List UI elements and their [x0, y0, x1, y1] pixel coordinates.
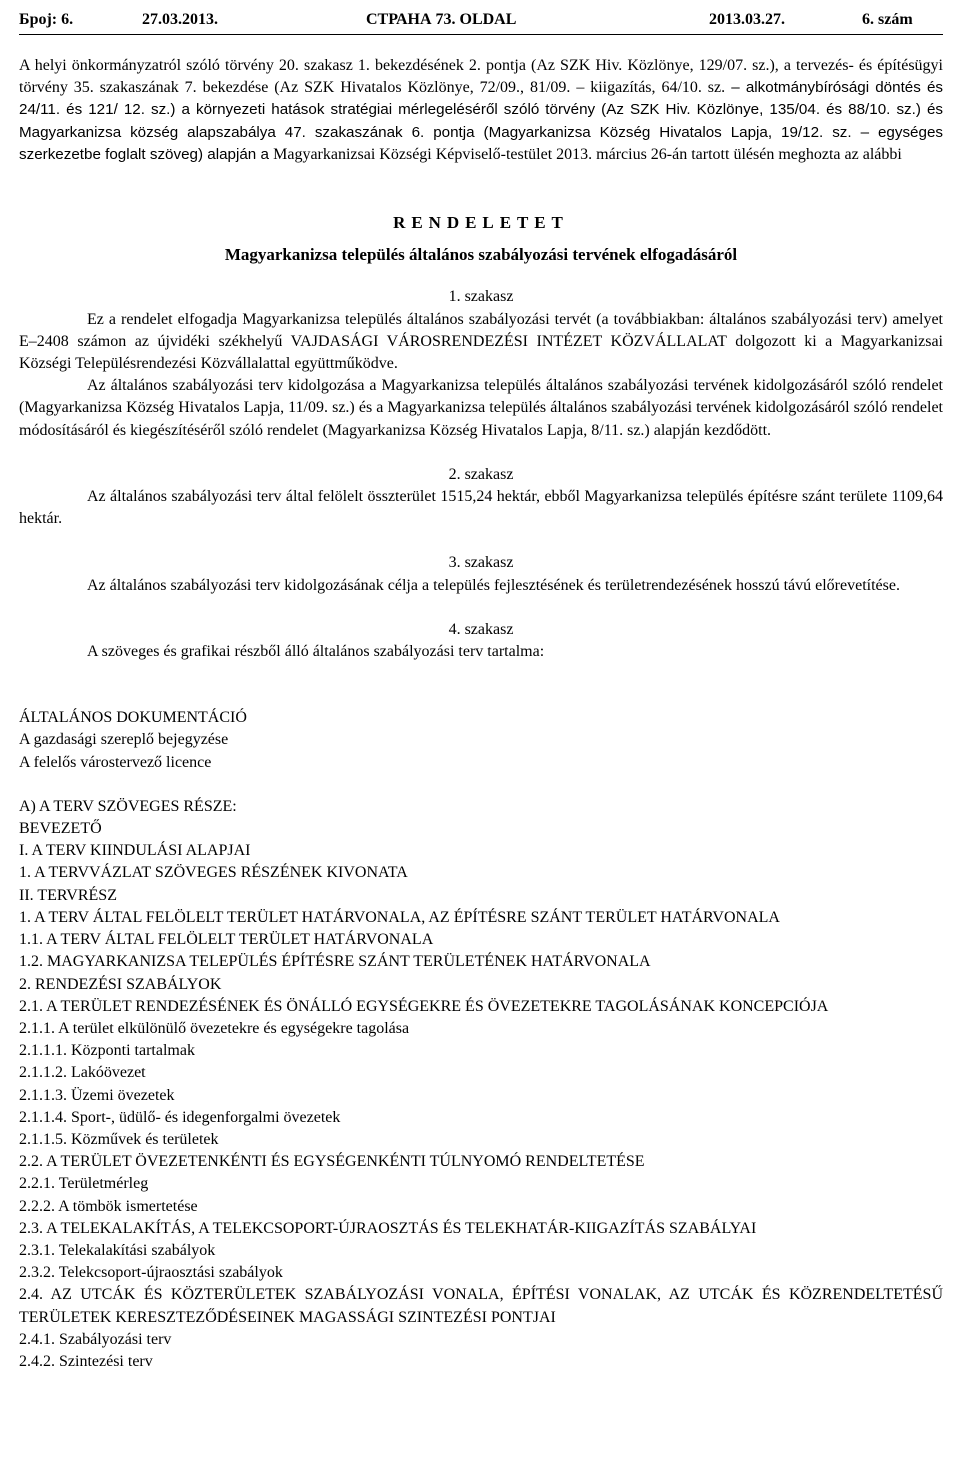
preamble-part-5: Magyarkanizsai Községi Képviselő-testület 2013. március 26-án tartott ülésén meghozta az alábbi — [273, 145, 902, 163]
contents-item: 1.1. A TERV ÁLTAL FELÖLELT TERÜLET HATÁRVONALA — [19, 931, 434, 949]
contents-item: BEVEZETŐ — [19, 820, 102, 838]
section-paragraph: A szöveges és grafikai részből álló általános szabályozási terv tartalma: — [87, 643, 545, 661]
contents-item: 1. A TERV ÁLTAL FELÖLELT TERÜLET HATÁRVONALA, AZ ÉPÍTÉSRE SZÁNT TERÜLET HATÁRVONALA — [19, 908, 780, 926]
contents-item: A gazdasági szereplő bejegyzése — [19, 731, 229, 749]
contents-item: A felelős várostervező licence — [19, 753, 212, 771]
contents-item: 2.1.1.3. Üzemi övezetek — [19, 1086, 175, 1104]
contents-item: I. A TERV KIINDULÁSI ALAPJAI — [19, 842, 251, 860]
section-paragraph: Az általános szabályozási terv kidolgozásának célja a település fejlesztésének és területrendezésének hosszú távú előrevetítése. — [87, 576, 900, 594]
page-header — [19, 10, 943, 30]
contents-general — [19, 707, 943, 774]
section-paragraph: Az általános szabályozási terv által felölelt összterület 1515,24 hektár, ebből Magyarkanizsa település építésre szánt területe 1109,64 hektár. — [19, 488, 943, 528]
section-label: 1. szakasz — [448, 288, 514, 306]
contents-item: 2.3.1. Telekalakítási szabályok — [19, 1241, 216, 1259]
contents-item: 1.2. MAGYARKANIZSA TELEPÜLÉS ÉPÍTÉSRE SZÁNT TERÜLETÉNEK HATÁRVONALA — [19, 953, 651, 971]
contents-item: 2.2.2. A tömbök ismertetése — [19, 1197, 198, 1215]
contents-item: 2.3.2. Telekcsoport-újraosztási szabályok — [19, 1264, 283, 1282]
contents-item: 2.1. A TERÜLET RENDEZÉSÉNEK ÉS ÖNÁLLÓ EGYSÉGEKRE ÉS ÖVEZETEKRE TAGOLÁSÁNAK KONCEPCIÓJA — [19, 997, 829, 1015]
contents-item: 2.1.1.2. Lakóövezet — [19, 1064, 146, 1082]
contents-item: 2.2.1. Területmérleg — [19, 1175, 149, 1193]
contents-item: 2.1.1.1. Központi tartalmak — [19, 1042, 195, 1060]
section-paragraph: Az általános szabályozási terv kidolgozása a Magyarkanizsa település általános szabályozási tervének kidolgozásáról szóló rendelet (Magyarkanizsa Község Hivatalos Lapja, 11/09. sz.) és a Magyarkanizsa település általános szabályozási tervének kidolgozásáról szóló rendelet módosításáról és kiegészítéséről szóló rendelet (Magyarkanizsa Község Hivatalos Lapja, 8/11. sz.) alapján kezdődött. — [19, 377, 943, 439]
decree-subheading: Magyarkanizsa település általános szabályozási tervének elfogadásáról — [224, 245, 738, 265]
section-label: 2. szakasz — [448, 465, 514, 483]
issue-number-hu: 6. szám — [862, 11, 913, 28]
section-label: 4. szakasz — [448, 620, 514, 638]
contents-item: 2.3. A TELEKALAKÍTÁS, A TELEKCSOPORT-ÚJRAOSZTÁS ÉS TELEKHATÁR-KIIGAZÍTÁS SZABÁLYAI — [19, 1219, 757, 1237]
preamble-part-2: – alkotmánybírósági döntés és 24/11. és 121/ 12. sz.) a környezeti hatások stratégiai mérlegeléséről szóló törvény (Az SZK Hiv. Közlönye, 135/04. és 88/10. sz.) — [19, 79, 943, 119]
contents-item: ÁLTALÁNOS DOKUMENTÁCIÓ — [19, 709, 247, 727]
contents-item: 1. A TERVVÁZLAT SZÖVEGES RÉSZÉNEK KIVONATA — [19, 864, 408, 882]
contents-item: 2.1.1. A terület elkülönülő övezetekre és egységekre tagolása — [19, 1019, 410, 1037]
date-serbian: 27.03.2013. — [142, 11, 218, 28]
issue-number: Број: 6. — [19, 11, 74, 28]
contents-item: 2.1.1.5. Közművek és területek — [19, 1130, 219, 1148]
contents-item: 2.4.2. Szintezési terv — [19, 1352, 153, 1370]
document-body — [19, 55, 943, 1373]
contents-item: 2.1.1.4. Sport-, üdülő- és idegenforgalmi övezetek — [19, 1108, 341, 1126]
preamble-part-1: A helyi önkormányzatról szóló törvény 20. szakasz 1. bekezdésének 2. pontja (Az SZK Hiv. Közlönye, 129/07. sz.), a tervezés- és építésügyi törvény 35. szakaszának 7. bekezdése (Az SZK Hivatalos Közlönye, 72/09., 81/09. – kiigazítás, 64/10. sz. — [19, 57, 943, 97]
header-divider — [19, 34, 943, 35]
page-number: СТРАНА 73. OLDAL — [366, 11, 517, 28]
section-label: 3. szakasz — [448, 554, 514, 572]
contents-item: 2.4. AZ UTCÁK ÉS KÖZTERÜLETEK SZABÁLYOZÁSI VONALA, ÉPÍTÉSI VONALAK, AZ UTCÁK ÉS KÖZRENDELTETÉSŰ TERÜLETEK KERESZTEZŐDÉSEINEK MAGASSÁGI SZINTEZÉSI PONTJAI — [19, 1286, 943, 1326]
contents-item: A) A TERV SZÖVEGES RÉSZE: — [19, 797, 237, 815]
contents-text-part — [19, 796, 943, 1373]
decree-heading: RENDELETET — [393, 213, 569, 233]
preamble-part-3: és Magyarkanizsa község alapszabálya 47. szakaszának 6. — [19, 101, 943, 141]
section-paragraph: Ez a rendelet elfogadja Magyarkanizsa település általános szabályozási tervét (a továbbiakban: általános szabályozási terv) amelyet E–2408 számon az újvidéki székhelyű VAJDASÁGI VÁROSRENDEZÉSI INTÉZET KÖZVÁLLALAT dolgozott ki a Magyarkanizsai Községi Településrendezési Közvállalattal együttműködve. — [19, 310, 943, 373]
preamble — [19, 55, 943, 166]
contents-item: 2.4.1. Szabályozási terv — [19, 1330, 172, 1348]
date-hungarian: 2013.03.27. — [709, 11, 785, 28]
contents-item: 2. RENDEZÉSI SZABÁLYOK — [19, 975, 222, 993]
contents-item: 2.2. A TERÜLET ÖVEZETENKÉNTI ÉS EGYSÉGENKÉNTI TÚLNYOMÓ RENDELTETÉSE — [19, 1153, 645, 1171]
contents-item: II. TERVRÉSZ — [19, 886, 117, 904]
preamble-part-4: pontja (Magyarkanizsa Község Hivatalos Lapja, 19/12. sz. – egységes szerkezetbe foglalt szöveg) alapján a — [19, 123, 943, 163]
